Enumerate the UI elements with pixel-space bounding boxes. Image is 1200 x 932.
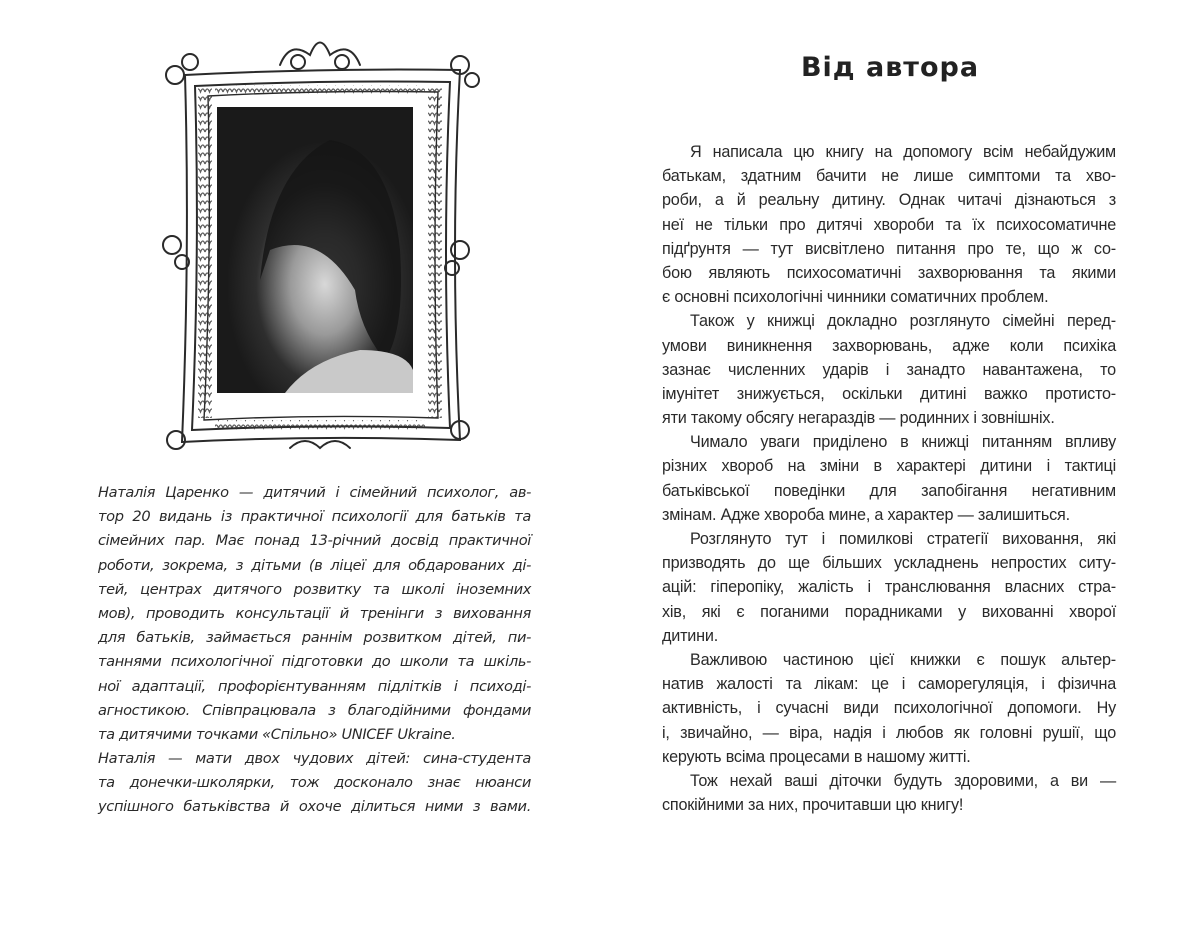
page-title: Від автора (800, 52, 980, 83)
paragraph-line: ацій: гіперопіку, жалість і транслювання власних стра- (662, 578, 1116, 597)
paragraph-line: дитини. (662, 626, 719, 645)
author-portrait-frame (160, 30, 480, 460)
bio-line: для батьків, займається раннім розвитком дітей, пи- (98, 629, 531, 647)
author-bio (98, 481, 531, 820)
paragraph-line: Важливою частиною цієї книжки є пошук альтер- (690, 650, 1116, 669)
paragraph-line: призводять до ще більших ускладнень непростих ситу- (662, 554, 1116, 573)
paragraph-line: хів, які є поганими порадниками у вихованні хворої (662, 602, 1116, 621)
paragraph-line: яти такому обсягу негараздів — родинних і зовнішніх. (662, 409, 1055, 428)
paragraph-line: різних хвороб на зміни в характері дитини і тактиці (662, 457, 1116, 476)
bio-line: тей, центрах дитячого розвитку та школі іноземних (98, 580, 531, 598)
paragraph-line: керують всіма процесами в нашому житті. (662, 747, 971, 766)
paragraph-line: є основні психологічні чинники соматичних проблем. (662, 288, 1049, 307)
paragraph-line: активність, і сучасні види психологічної допомоги. Ну (662, 699, 1116, 718)
bio-line: тор 20 видань із практичної психології для батьків та (98, 508, 531, 526)
paragraph-line: змінам. Адже хвороба мине, а характер — залишиться. (662, 505, 1070, 524)
paragraph-line: і, звичайно, — віра, надія і любов як головні рушії, що (662, 723, 1116, 742)
paragraph-line: Чимало уваги приділено в книжці питанням впливу (690, 433, 1116, 452)
bio-line: та дитячими точками «Спільно» UNICEF Ukraine. (98, 725, 456, 743)
right-page (600, 0, 1200, 932)
paragraph-line: умови виникнення захворювань, адже коли психіка (662, 336, 1116, 355)
paragraph-line: роби, а й реальну дитину. Однак читачі дізнаються з (662, 191, 1116, 210)
paragraph-line: Я написала цю книгу на допомогу всім небайдужим (690, 143, 1116, 161)
paragraph-line: підґрунтя — тут висвітлено питання про те, що ж со- (662, 239, 1116, 258)
paragraph-line: натив жалості та лікам: це і саморегуляція, і фізична (662, 675, 1116, 694)
paragraph-line: неї не тільки про дитячі хвороби та їх психосоматичне (662, 215, 1116, 234)
bio-line: мов), проводить консультації й тренінги з виховання (98, 604, 531, 622)
paragraph-line: зазнає численних ударів і занадто навантажена, то (662, 360, 1116, 379)
bio-line: сімейних пар. Має понад 13-річний досвід практичної (98, 532, 531, 550)
bio-line: таннями психологічної підготовки до школи та шкіль- (98, 653, 531, 671)
bio-line: ної адаптації, профорієнтуванням підлітків і псиході- (98, 677, 531, 695)
bio-line: та донечки-школярки, тож досконало знає нюанси (98, 774, 531, 792)
bio-line: Наталія — мати двох чудових дітей: сина-студента (98, 750, 531, 768)
paragraph-line: Тож нехай ваші діточки будуть здоровими, а ви — (690, 771, 1116, 790)
bio-line: успішного батьківства й охоче ділиться ними з вами. (98, 798, 531, 816)
paragraph-line: імунітет знижується, оскільки дитині важко протисто- (662, 384, 1116, 403)
paragraph-line: спокійними за них, прочитавши цю книгу! (662, 796, 964, 815)
bio-line: роботи, зокрема, з дітьми (в ліцеї для обдарованих ді- (98, 556, 531, 574)
foreword-text (662, 140, 1116, 817)
paragraph-line: Розглянуто тут і помилкові стратегії виховання, які (690, 530, 1116, 548)
paragraph-line: Також у книжці докладно розглянуто сімейні перед- (690, 312, 1116, 331)
bio-line: Наталія Царенко — дитячий і сімейний психолог, ав- (98, 484, 531, 501)
paragraph-line: батькам, здатним бачити не лише симптоми та хво- (662, 167, 1116, 186)
paragraph-line: батьківської поведінки для запобігання негативним (662, 481, 1116, 500)
bio-line: агностикою. Співпрацювала з благодійними фондами (98, 701, 531, 719)
paragraph-line: бою являють психосоматичні захворювання та якими (662, 263, 1116, 282)
